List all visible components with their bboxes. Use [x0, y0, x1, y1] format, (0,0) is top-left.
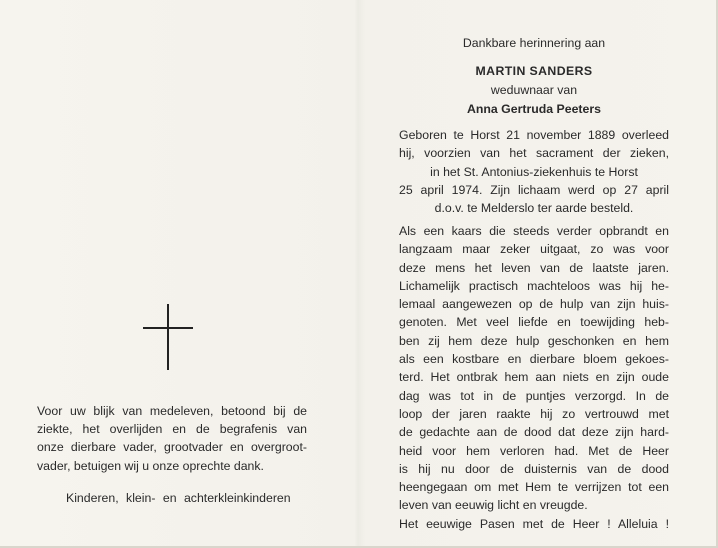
remembrance-heading: Dankbare herinnering aan [462, 36, 606, 50]
poem-line: ben zij hem deze hulp geschonken en hem [399, 333, 669, 348]
birth-line: 25 april 1974. Zijn lichaam werd op 27 april [399, 182, 669, 197]
poem-line: Lichamelijk practisch machteloos was hij he- [399, 278, 669, 293]
spouse-name: Anna Gertruda Peeters [467, 102, 601, 116]
poem-line: Als een kaars die steeds verder opbrandt en [399, 224, 669, 238]
poem-line: genoten. Met veel liefde en toewijding heb- [399, 315, 669, 330]
thanks-line: ziekte, het overlijden en de begrafenis van [37, 422, 307, 437]
poem-line: heengegaan om met Hem te verrijzen tot een [399, 480, 669, 495]
poem-line: de gedachte aan de dood dat deze zijn hard- [399, 425, 669, 440]
birth-death-text [399, 126, 669, 217]
thanks-text [37, 402, 307, 475]
poem-line: heid voor hem verloren had. Met de Heer [399, 443, 669, 458]
poem-line: leven van eeuwig licht en vreugde. [399, 498, 588, 513]
widower-label: weduwnaar van [490, 83, 578, 97]
poem-line: als een kostbare en dierbare bloem gekoes- [399, 352, 669, 367]
poem-line: is hij nu door de duisternis van de dood [399, 461, 669, 476]
poem-line: loop der jaren raakte hij zo vertrouwd met [399, 406, 669, 421]
poem-line: lemaal aangewezen op de hulp van zijn huis- [399, 297, 669, 312]
birth-line: hij, voorzien van het sacrament der zieken, [399, 146, 669, 161]
poem-line: dag was tot in de puntjes verzorgd. In de [399, 388, 669, 403]
poem-line: terd. Het ontbrak hem aan niets en zijn oude [399, 370, 669, 385]
poem-line: deze mens het leven van de laatste jaren. [399, 260, 669, 275]
thanks-line: vader, betuigen wij u onze oprechte dank. [37, 458, 264, 473]
poem-line: langzaam maar zeker uitgaat, zo was voor [399, 242, 669, 257]
thanks-line: onze dierbare vader, grootvader en overgroot- [37, 440, 307, 455]
thanks-line: Voor uw blijk van medeleven, betoond bij de [37, 404, 307, 418]
poem-text [399, 222, 669, 533]
cross-icon [143, 304, 193, 370]
birth-line: in het St. Antonius-ziekenhuis te Horst [430, 164, 638, 179]
deceased-name: MARTIN SANDERS [475, 64, 593, 78]
poem-line: Het eeuwige Pasen met de Heer ! Alleluia ! [399, 516, 669, 531]
birth-line: d.o.v. te Melderslo ter aarde besteld. [434, 201, 634, 216]
birth-line: Geboren te Horst 21 november 1889 overleed [399, 128, 669, 142]
family-signature: Kinderen, klein- en achterkleinkinderen [66, 491, 291, 505]
